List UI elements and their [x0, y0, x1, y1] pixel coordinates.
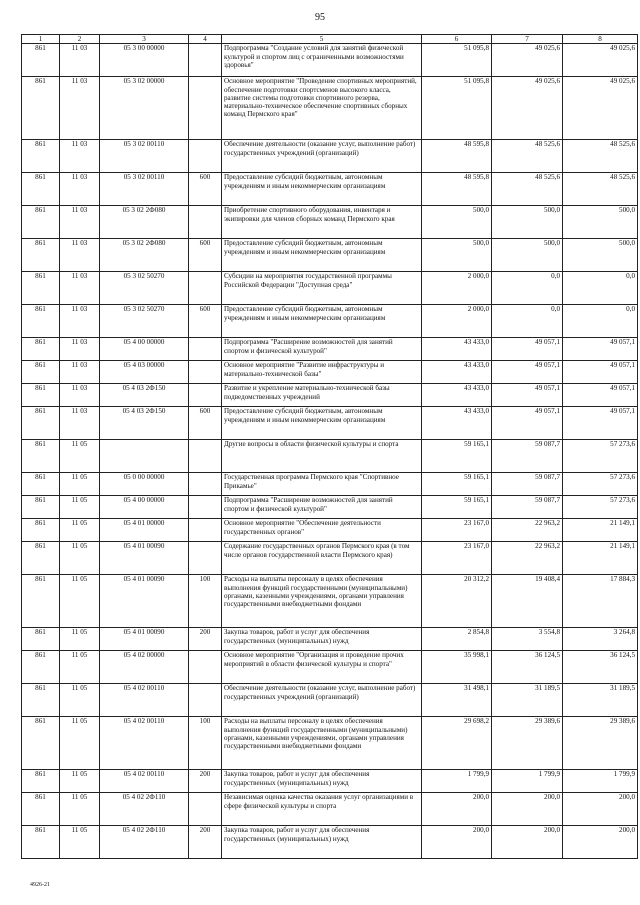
- amount-year1-cell: 500,0: [422, 239, 492, 272]
- item-name-cell: Закупка товаров, работ и услуг для обеспечения государственных (муниципальных) нужд: [222, 770, 422, 793]
- amount-year3-cell: 49 025,6: [563, 44, 638, 77]
- target-article-cell: 05 3 00 00000: [100, 44, 189, 77]
- amount-year2-cell: 3 554,8: [492, 628, 563, 651]
- table-row: [22, 206, 638, 239]
- expense-type-cell: [189, 44, 222, 77]
- item-name-cell: Закупка товаров, работ и услуг для обеспечения государственных (муниципальных) нужд: [222, 628, 422, 651]
- expense-type-cell: 200: [189, 628, 222, 651]
- expense-type-cell: [189, 361, 222, 384]
- section-code-cell: 11 03: [60, 239, 100, 272]
- table-row: [22, 305, 638, 338]
- expense-type-cell: 600: [189, 305, 222, 338]
- item-name-cell: Предоставление субсидий бюджетным, автономным учреждениям и иным некоммерческим организациям: [222, 239, 422, 272]
- amount-year3-cell: 48 525,6: [563, 173, 638, 206]
- amount-year3-cell: 21 149,1: [563, 542, 638, 575]
- table-row: [22, 496, 638, 519]
- target-article-cell: 05 4 01 00090: [100, 575, 189, 628]
- target-article-cell: 05 3 02 2Ф080: [100, 239, 189, 272]
- amount-year3-cell: 0,0: [563, 305, 638, 338]
- table-header-row: [22, 35, 638, 44]
- amount-year2-cell: 59 087,7: [492, 440, 563, 473]
- table-row: [22, 793, 638, 826]
- amount-year2-cell: 0,0: [492, 272, 563, 305]
- target-article-cell: [100, 440, 189, 473]
- amount-year2-cell: 200,0: [492, 826, 563, 859]
- target-article-cell: 05 4 00 00000: [100, 496, 189, 519]
- target-article-cell: 05 4 02 00110: [100, 684, 189, 717]
- amount-year3-cell: 0,0: [563, 272, 638, 305]
- section-code-cell: 11 05: [60, 651, 100, 684]
- item-name-cell: Обеспечение деятельности (оказание услуг, выполнение работ) государственных учреждений (организаций): [222, 684, 422, 717]
- table-row: [22, 44, 638, 77]
- table-row: [22, 140, 638, 173]
- expense-type-cell: [189, 473, 222, 496]
- target-article-cell: 05 4 02 2Ф110: [100, 793, 189, 826]
- table-row: [22, 651, 638, 684]
- expense-type-cell: [189, 651, 222, 684]
- section-code-cell: 11 03: [60, 206, 100, 239]
- section-code-cell: 11 05: [60, 473, 100, 496]
- amount-year3-cell: 48 525,6: [563, 140, 638, 173]
- target-article-cell: 05 4 02 00110: [100, 770, 189, 793]
- item-name-cell: Содержание государственных органов Пермского края (в том числе органов государственной власти Пермского края): [222, 542, 422, 575]
- amount-year2-cell: 49 025,6: [492, 44, 563, 77]
- item-name-cell: Основное мероприятие "Обеспечение деятельности государственных органов": [222, 519, 422, 542]
- amount-year3-cell: 57 273,6: [563, 473, 638, 496]
- expense-type-cell: 600: [189, 173, 222, 206]
- item-name-cell: Основное мероприятие "Проведение спортивных мероприятий, обеспечение подготовки спортсменов высокого класса, развитие системы подготовки спортивного резерва, материально-техническое обеспечение спортивных сборных команд Пермского края": [222, 77, 422, 140]
- section-code-cell: 11 03: [60, 44, 100, 77]
- code-cell: 861: [22, 173, 60, 206]
- expense-type-cell: [189, 542, 222, 575]
- item-name-cell: Подпрограмма "Создание условий для занятий физической культурой и спортом лиц с ограниченными возможностями здоровья": [222, 44, 422, 77]
- table-row: [22, 717, 638, 770]
- table-row: [22, 684, 638, 717]
- amount-year2-cell: 19 408,4: [492, 575, 563, 628]
- amount-year3-cell: 31 189,5: [563, 684, 638, 717]
- table-row: [22, 770, 638, 793]
- expense-type-cell: [189, 440, 222, 473]
- expense-type-cell: 200: [189, 770, 222, 793]
- item-name-cell: Обеспечение деятельности (оказание услуг, выполнение работ) государственных учреждений (организаций): [222, 140, 422, 173]
- code-cell: 861: [22, 770, 60, 793]
- section-code-cell: 11 05: [60, 628, 100, 651]
- amount-year3-cell: 36 124,5: [563, 651, 638, 684]
- amount-year1-cell: 43 433,0: [422, 338, 492, 361]
- expense-type-cell: 600: [189, 239, 222, 272]
- expense-type-cell: 600: [189, 407, 222, 440]
- code-cell: 861: [22, 519, 60, 542]
- code-cell: 861: [22, 684, 60, 717]
- section-code-cell: 11 05: [60, 793, 100, 826]
- table-row: [22, 77, 638, 140]
- item-name-cell: Расходы на выплаты персоналу в целях обеспечения выполнения функций государственными (муниципальными) органами, казенными учреждениями, органами управления государственными внебюджетными фондами: [222, 717, 422, 770]
- amount-year1-cell: 48 595,8: [422, 140, 492, 173]
- item-name-cell: Основное мероприятие "Развитие инфраструктуры и материально-технической базы": [222, 361, 422, 384]
- amount-year2-cell: 1 799,9: [492, 770, 563, 793]
- section-code-cell: 11 05: [60, 542, 100, 575]
- target-article-cell: 05 3 02 00110: [100, 140, 189, 173]
- item-name-cell: Другие вопросы в области физической культуры и спорта: [222, 440, 422, 473]
- section-code-cell: 11 03: [60, 305, 100, 338]
- item-name-cell: Приобретение спортивного оборудования, инвентаря и экипировки для членов сборных команд Пермского края: [222, 206, 422, 239]
- section-code-cell: 11 03: [60, 272, 100, 305]
- code-cell: 861: [22, 239, 60, 272]
- target-article-cell: 05 4 01 00000: [100, 519, 189, 542]
- item-name-cell: Закупка товаров, работ и услуг для обеспечения государственных (муниципальных) нужд: [222, 826, 422, 859]
- section-code-cell: 11 03: [60, 361, 100, 384]
- target-article-cell: 05 4 02 2Ф110: [100, 826, 189, 859]
- amount-year2-cell: 500,0: [492, 206, 563, 239]
- table-row: [22, 361, 638, 384]
- amount-year1-cell: 51 095,8: [422, 77, 492, 140]
- column-header: 6: [422, 35, 492, 44]
- amount-year2-cell: 59 087,7: [492, 473, 563, 496]
- amount-year2-cell: 59 087,7: [492, 496, 563, 519]
- code-cell: 861: [22, 717, 60, 770]
- amount-year2-cell: 200,0: [492, 793, 563, 826]
- target-article-cell: 05 4 01 00090: [100, 542, 189, 575]
- target-article-cell: 05 4 00 00000: [100, 338, 189, 361]
- section-code-cell: 11 05: [60, 826, 100, 859]
- expense-type-cell: [189, 384, 222, 407]
- target-article-cell: 05 4 03 2Ф150: [100, 407, 189, 440]
- column-header: 5: [222, 35, 422, 44]
- amount-year2-cell: 22 963,2: [492, 542, 563, 575]
- amount-year2-cell: 31 189,5: [492, 684, 563, 717]
- amount-year1-cell: 59 165,1: [422, 496, 492, 519]
- table-row: [22, 239, 638, 272]
- amount-year1-cell: 2 000,0: [422, 305, 492, 338]
- expense-type-cell: [189, 684, 222, 717]
- expense-type-cell: [189, 338, 222, 361]
- target-article-cell: 05 4 01 00090: [100, 628, 189, 651]
- code-cell: 861: [22, 140, 60, 173]
- code-cell: 861: [22, 651, 60, 684]
- section-code-cell: 11 05: [60, 770, 100, 793]
- code-cell: 861: [22, 361, 60, 384]
- section-code-cell: 11 03: [60, 140, 100, 173]
- expense-type-cell: [189, 140, 222, 173]
- amount-year3-cell: 200,0: [563, 826, 638, 859]
- amount-year1-cell: 51 095,8: [422, 44, 492, 77]
- expense-type-cell: [189, 272, 222, 305]
- item-name-cell: Подпрограмма "Расширение возможностей для занятий спортом и физической культурой": [222, 338, 422, 361]
- amount-year1-cell: 2 000,0: [422, 272, 492, 305]
- amount-year3-cell: 57 273,6: [563, 496, 638, 519]
- column-header: 1: [22, 35, 60, 44]
- expense-type-cell: [189, 793, 222, 826]
- amount-year3-cell: 1 799,9: [563, 770, 638, 793]
- code-cell: 861: [22, 496, 60, 519]
- amount-year3-cell: 29 389,6: [563, 717, 638, 770]
- section-code-cell: 11 05: [60, 684, 100, 717]
- amount-year1-cell: 200,0: [422, 793, 492, 826]
- expense-type-cell: [189, 519, 222, 542]
- item-name-cell: Развитие и укрепление материально-технической базы подведомственных учреждений: [222, 384, 422, 407]
- item-name-cell: Предоставление субсидий бюджетным, автономным учреждениям и иным некоммерческим организациям: [222, 305, 422, 338]
- code-cell: 861: [22, 44, 60, 77]
- amount-year3-cell: 49 057,1: [563, 361, 638, 384]
- target-article-cell: 05 3 02 00000: [100, 77, 189, 140]
- section-code-cell: 11 05: [60, 717, 100, 770]
- expense-type-cell: 100: [189, 575, 222, 628]
- amount-year1-cell: 23 167,0: [422, 519, 492, 542]
- table-row: [22, 272, 638, 305]
- expense-type-cell: [189, 496, 222, 519]
- amount-year1-cell: 29 698,2: [422, 717, 492, 770]
- code-cell: 861: [22, 542, 60, 575]
- amount-year1-cell: 23 167,0: [422, 542, 492, 575]
- amount-year2-cell: 49 057,1: [492, 361, 563, 384]
- amount-year1-cell: 59 165,1: [422, 440, 492, 473]
- amount-year3-cell: 49 025,6: [563, 77, 638, 140]
- table-row: [22, 542, 638, 575]
- expense-type-cell: 100: [189, 717, 222, 770]
- column-header: 3: [100, 35, 189, 44]
- table-row: [22, 173, 638, 206]
- table-row: [22, 826, 638, 859]
- item-name-cell: Предоставление субсидий бюджетным, автономным учреждениям и иным некоммерческим организациям: [222, 407, 422, 440]
- amount-year3-cell: 200,0: [563, 793, 638, 826]
- amount-year3-cell: 57 273,6: [563, 440, 638, 473]
- code-cell: 861: [22, 77, 60, 140]
- code-cell: 861: [22, 440, 60, 473]
- amount-year2-cell: 49 057,1: [492, 384, 563, 407]
- column-header: 8: [563, 35, 638, 44]
- section-code-cell: 11 05: [60, 440, 100, 473]
- column-header: 7: [492, 35, 563, 44]
- section-code-cell: 11 03: [60, 407, 100, 440]
- code-cell: 861: [22, 206, 60, 239]
- code-cell: 861: [22, 575, 60, 628]
- expense-type-cell: 200: [189, 826, 222, 859]
- amount-year3-cell: 49 057,1: [563, 338, 638, 361]
- code-cell: 861: [22, 628, 60, 651]
- section-code-cell: 11 03: [60, 173, 100, 206]
- amount-year3-cell: 49 057,1: [563, 407, 638, 440]
- item-name-cell: Расходы на выплаты персоналу в целях обеспечения выполнения функций государственными (муниципальными) органами, казенными учреждениями, органами управления государственными внебюджетными фондами: [222, 575, 422, 628]
- item-name-cell: Подпрограмма "Расширение возможностей для занятий спортом и физической культурой": [222, 496, 422, 519]
- table-row: [22, 628, 638, 651]
- target-article-cell: 05 4 02 00110: [100, 717, 189, 770]
- section-code-cell: 11 03: [60, 77, 100, 140]
- amount-year1-cell: 43 433,0: [422, 361, 492, 384]
- section-code-cell: 11 05: [60, 496, 100, 519]
- table-row: [22, 384, 638, 407]
- amount-year1-cell: 48 595,8: [422, 173, 492, 206]
- code-cell: 861: [22, 473, 60, 496]
- target-article-cell: 05 0 00 00000: [100, 473, 189, 496]
- section-code-cell: 11 03: [60, 338, 100, 361]
- amount-year2-cell: 36 124,5: [492, 651, 563, 684]
- amount-year3-cell: 17 884,3: [563, 575, 638, 628]
- target-article-cell: 05 4 03 00000: [100, 361, 189, 384]
- amount-year1-cell: 31 498,1: [422, 684, 492, 717]
- amount-year2-cell: 49 057,1: [492, 407, 563, 440]
- target-article-cell: 05 3 02 50270: [100, 305, 189, 338]
- section-code-cell: 11 03: [60, 384, 100, 407]
- amount-year1-cell: 43 433,0: [422, 384, 492, 407]
- code-cell: 861: [22, 407, 60, 440]
- amount-year2-cell: 500,0: [492, 239, 563, 272]
- page-number: 95: [315, 12, 325, 23]
- code-cell: 861: [22, 384, 60, 407]
- amount-year1-cell: 1 799,9: [422, 770, 492, 793]
- code-cell: 861: [22, 793, 60, 826]
- code-cell: 861: [22, 826, 60, 859]
- code-cell: 861: [22, 272, 60, 305]
- budget-table: [21, 34, 638, 859]
- item-name-cell: Субсидии на мероприятия государственной программы Российской Федерации "Доступная среда": [222, 272, 422, 305]
- amount-year3-cell: 21 149,1: [563, 519, 638, 542]
- table-row: [22, 519, 638, 542]
- amount-year2-cell: 29 389,6: [492, 717, 563, 770]
- amount-year2-cell: 48 525,6: [492, 173, 563, 206]
- table-row: [22, 407, 638, 440]
- target-article-cell: 05 3 02 00110: [100, 173, 189, 206]
- amount-year1-cell: 35 998,1: [422, 651, 492, 684]
- expense-type-cell: [189, 206, 222, 239]
- code-cell: 861: [22, 305, 60, 338]
- amount-year3-cell: 500,0: [563, 206, 638, 239]
- amount-year1-cell: 500,0: [422, 206, 492, 239]
- target-article-cell: 05 3 02 50270: [100, 272, 189, 305]
- amount-year2-cell: 49 025,6: [492, 77, 563, 140]
- amount-year3-cell: 500,0: [563, 239, 638, 272]
- amount-year1-cell: 43 433,0: [422, 407, 492, 440]
- item-name-cell: Предоставление субсидий бюджетным, автономным учреждениям и иным некоммерческим организациям: [222, 173, 422, 206]
- target-article-cell: 05 4 02 00000: [100, 651, 189, 684]
- column-header: 4: [189, 35, 222, 44]
- column-header: 2: [60, 35, 100, 44]
- amount-year1-cell: 20 312,2: [422, 575, 492, 628]
- table-row: [22, 473, 638, 496]
- amount-year2-cell: 22 963,2: [492, 519, 563, 542]
- item-name-cell: Основное мероприятие "Организация и проведение прочих мероприятий в области физической культуры и спорта": [222, 651, 422, 684]
- target-article-cell: 05 4 03 2Ф150: [100, 384, 189, 407]
- table-row: [22, 440, 638, 473]
- amount-year1-cell: 59 165,1: [422, 473, 492, 496]
- target-article-cell: 05 3 02 2Ф080: [100, 206, 189, 239]
- amount-year1-cell: 2 854,8: [422, 628, 492, 651]
- code-cell: 861: [22, 338, 60, 361]
- amount-year2-cell: 49 057,1: [492, 338, 563, 361]
- item-name-cell: Государственная программа Пермского края "Спортивное Прикамье": [222, 473, 422, 496]
- expense-type-cell: [189, 77, 222, 140]
- section-code-cell: 11 05: [60, 519, 100, 542]
- amount-year2-cell: 48 525,6: [492, 140, 563, 173]
- footer-code: 4926-21: [30, 882, 50, 888]
- item-name-cell: Независимая оценка качества оказания услуг организациями в сфере физической культуры и спорта: [222, 793, 422, 826]
- table-row: [22, 338, 638, 361]
- table-row: [22, 575, 638, 628]
- section-code-cell: 11 05: [60, 575, 100, 628]
- amount-year3-cell: 49 057,1: [563, 384, 638, 407]
- amount-year1-cell: 200,0: [422, 826, 492, 859]
- amount-year2-cell: 0,0: [492, 305, 563, 338]
- amount-year3-cell: 3 264,8: [563, 628, 638, 651]
